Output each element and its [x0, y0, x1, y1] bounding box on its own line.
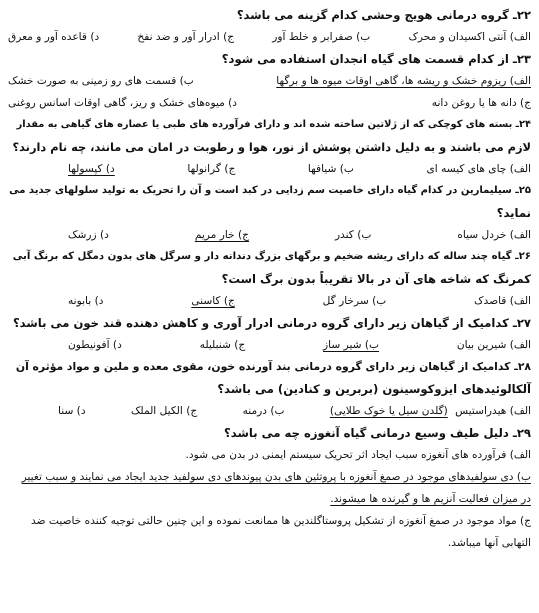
option-27-d[interactable]: د) آفونیطون — [68, 339, 122, 351]
option-26-c[interactable]: ج) کاسنی — [191, 295, 235, 307]
option-28-c[interactable]: ج) الکیل الملک — [130, 405, 198, 417]
option-24-b[interactable]: ب) شیافها — [307, 163, 354, 175]
option-27-a[interactable]: الف) شیرین بیان — [456, 339, 531, 351]
question-24-line2: لازم می باشند و به دلیل داشتن پوشش از نور، هوا و رطوبت در امان می مانند، چه نام دارند؟ — [12, 140, 531, 154]
option-25-c[interactable]: ج) خار مریم — [194, 229, 249, 241]
option-24-a[interactable]: الف) چای های کیسه ای — [426, 163, 531, 175]
option-22-d[interactable]: د) قاعده آور و معرق — [8, 31, 100, 43]
option-28-b[interactable]: ب) درمنه — [242, 405, 285, 417]
option-25-a[interactable]: الف) خردل سیاه — [457, 229, 531, 241]
options-24 — [8, 158, 531, 180]
option-22-c[interactable]: ج) ادرار آور و ضد نفخ — [137, 31, 235, 43]
option-27-c[interactable]: ج) شنبلیله — [199, 339, 246, 351]
option-26-d[interactable]: د) بابونه — [68, 295, 104, 307]
option-25-b[interactable]: ب) کندر — [334, 229, 372, 241]
option-29-a[interactable]: الف) فرآورده های آنغوزه سبب ایجاد اثر تحریک سیستم ایمنی در بدن می شود. — [185, 449, 531, 461]
option-23-c[interactable]: ج) دانه ها یا روغن دانه — [431, 97, 531, 109]
option-24-c[interactable]: ج) گرانولها — [187, 163, 236, 175]
option-28-a[interactable] — [330, 400, 531, 422]
option-29-c-line2[interactable]: التهابی آنها میباشد. — [447, 537, 531, 549]
options-25 — [8, 224, 531, 246]
option-24-d[interactable]: د) کپسولها — [68, 163, 115, 175]
option-28-a-label: الف) هیدراستیس — [455, 405, 531, 417]
option-26-a[interactable]: الف) قاصدک — [474, 295, 531, 307]
options-23-row1 — [8, 70, 531, 92]
options-23-row2 — [8, 92, 531, 114]
option-23-a[interactable]: الف) ریزوم خشک و ریشه ها، گاهی اوقات میوه ها و برگها — [276, 75, 531, 87]
option-22-b[interactable]: ب) صفرابر و خلط آور — [272, 31, 371, 43]
option-27-b[interactable]: ب) شیر ساز — [323, 339, 380, 351]
question-22: ۲۲ـ گروه درمانی هویج وحشی کدام گزینه می باشد؟ — [236, 8, 531, 22]
option-28-a-note: (گلدن سیل یا خوک طلایی) — [329, 405, 448, 417]
option-26-b[interactable]: ب) سرخار گل — [322, 295, 387, 307]
options-28 — [8, 400, 531, 422]
option-23-d[interactable]: د) میوه‌های خشک و ریز، گاهی اوقات اسانس روغنی — [8, 97, 238, 109]
option-29-b-line1[interactable]: ب) دی سولفیدهای موجود در صمغ آنغوزه با پروتئین های بدن پیوندهای دی سولفید جدید ایجاد می نمایند و سبب تغییر — [21, 471, 531, 483]
option-23-b[interactable]: ب) قسمت های رو زمینی به صورت خشک — [8, 75, 194, 87]
question-28-line1: ۲۸ـ کدامیک از گیاهان زیر دارای گروه درمانی بند آورنده خون، مقوی معده و ملین و مواد مؤثره آن — [15, 360, 531, 373]
options-26 — [8, 290, 531, 312]
option-22-a[interactable]: الف) آنتی اکسیدان و محرک — [408, 31, 531, 43]
question-25-line1: ۲۵ـ سیلیمارین در کدام گیاه دارای خاصیت سم زدایی در کبد است و آن را تحریک به تولید سلولهای جدید می — [9, 185, 531, 196]
question-28-line2: آلکالوئیدهای ایزوکوسینون (بربرین و کنادین) می باشد؟ — [217, 382, 531, 396]
options-22 — [8, 26, 531, 48]
option-29-b-line2[interactable]: در میزان فعالیت آنزیم ها و گیرنده ها میشوند. — [330, 493, 531, 505]
question-29: ۲۹ـ دلیل طیف وسیع درمانی گیاه آنغوزه چه می باشد؟ — [224, 426, 531, 440]
question-27: ۲۷ـ کدامیک از گیاهان زیر دارای گروه درمانی ادرار آوری و کاهش دهنده قند خون می باشد؟ — [12, 316, 531, 330]
option-29-c-line1[interactable]: ج) مواد موجود در صمغ آنغوزه از تشکیل پروستاگلندین ها ممانعت نموده و این چنین حالتی توجیه کننده خاصیت ضد — [31, 515, 531, 527]
question-25-line2: نماید؟ — [496, 206, 531, 220]
options-27 — [8, 334, 531, 356]
question-26-line2: کمرنگ که شاخه های آن در بالا تقریباً بدون برگ است؟ — [221, 272, 531, 286]
question-24-line1: ۲۴ـ بسته های کوچکی که از ژلاتین ساخته شده اند و دارای فرآورده های طبی یا عصاره های گیاهی به مقدار — [16, 119, 531, 130]
question-23: ۲۳ـ از کدام قسمت های گیاه انجدان استفاده می شود؟ — [221, 52, 531, 66]
option-25-d[interactable]: د) زرشک — [68, 229, 109, 241]
question-26-line1: ۲۶ـ گیاه چند ساله که دارای ریشه ضخیم و برگهای بزرگ دندانه دار و سرگل های بدون دمگل که برنگ آبی — [12, 251, 531, 262]
option-28-d[interactable]: د) سنا — [58, 405, 86, 417]
